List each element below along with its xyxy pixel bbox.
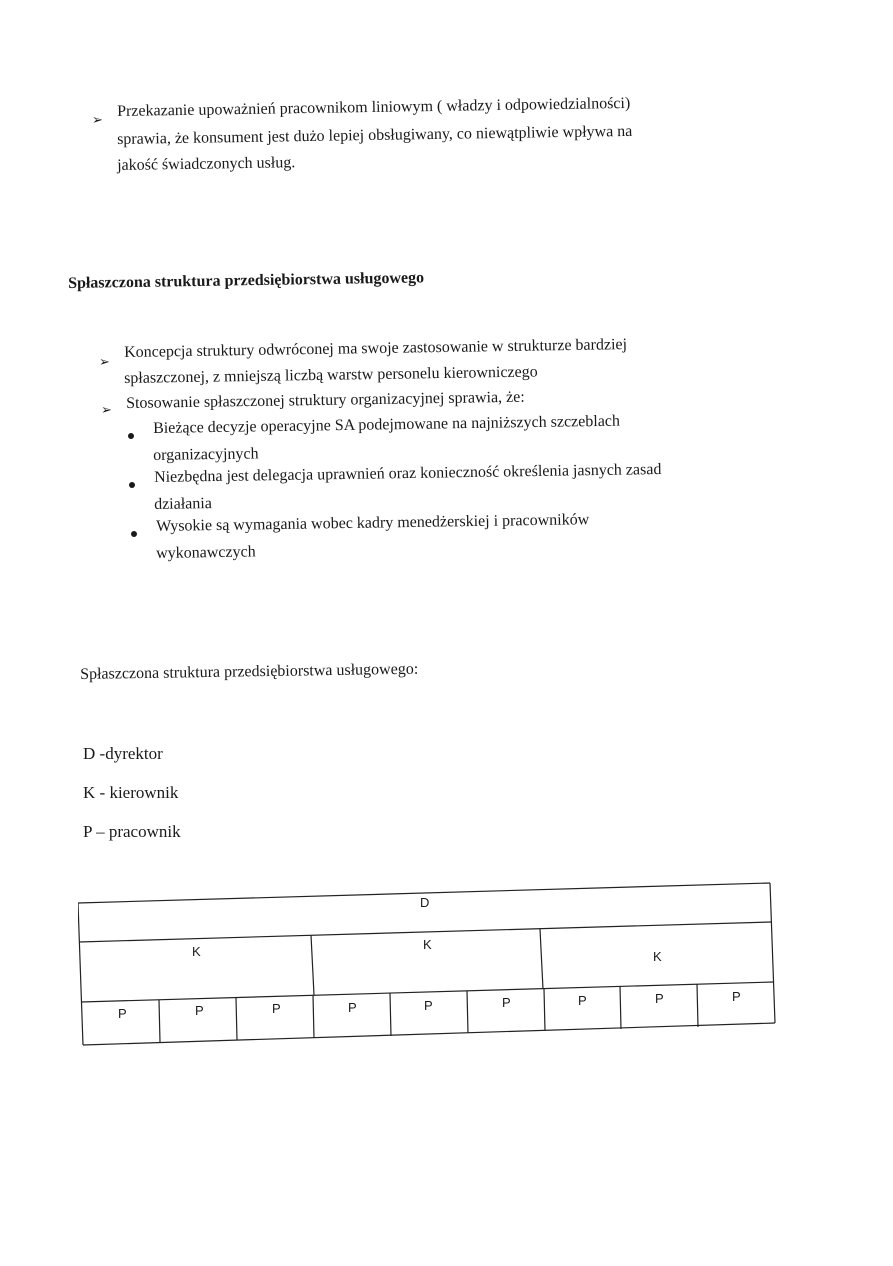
bullet-dot-icon xyxy=(129,482,135,488)
worker-label: P xyxy=(424,998,433,1013)
paragraph-line: sprawia, że konsument jest dużo lepiej obsługiwany, co niewątpliwie wpływa na xyxy=(116,122,633,148)
worker-label: P xyxy=(502,995,511,1010)
legend-manager: K - kierownik xyxy=(83,783,179,802)
section-heading: Spłaszczona struktura przedsiębiorstwa usługowego xyxy=(67,269,425,292)
paragraph-line: jakość świadczonych usług. xyxy=(116,154,296,174)
paragraph-line: organizacyjnych xyxy=(152,445,259,464)
paragraph-line: Przekazanie upoważnień pracownikom liniowym ( władzy i odpowiedzialności) xyxy=(116,94,631,120)
worker-label: P xyxy=(195,1003,204,1018)
paragraph-line: spłaszczonej, z mniejszą liczbą warstw personelu kierowniczego xyxy=(123,363,538,387)
paragraph-line: Wysokie są wymagania wobec kadry menedżerskiej i pracowników xyxy=(155,511,590,535)
paragraph-line: Bieżące decyzje operacyjne SA podejmowane na najniższych szczeblach xyxy=(152,412,621,437)
paragraph-line: Koncepcja struktury odwróconej ma swoje zastosowanie w strukturze bardziej xyxy=(123,336,628,361)
bullet-dot-icon xyxy=(131,531,137,537)
worker-label: P xyxy=(655,991,664,1006)
manager-label: K xyxy=(192,944,201,959)
bullet-dot-icon xyxy=(128,433,134,439)
arrow-bullet-icon: ➢ xyxy=(101,402,112,417)
worker-label: P xyxy=(118,1006,127,1021)
paragraph-line: działania xyxy=(153,495,212,513)
paragraph-line: wykonawczych xyxy=(155,543,256,562)
legend-worker: P – pracownik xyxy=(83,822,181,841)
director-label: D xyxy=(420,895,430,910)
org-structure-diagram xyxy=(78,880,778,1050)
manager-label: K xyxy=(653,949,662,964)
paragraph-line: Stosowanie spłaszczonej struktury organizacyjnej sprawia, że: xyxy=(125,388,525,412)
diagram-caption: Spłaszczona struktura przedsiębiorstwa usługowego: xyxy=(79,660,419,683)
arrow-bullet-icon: ➢ xyxy=(92,112,103,127)
worker-label: P xyxy=(732,989,741,1004)
legend-director: D -dyrektor xyxy=(83,744,163,763)
arrow-bullet-icon: ➢ xyxy=(99,354,110,369)
paragraph-line: Niezbędna jest delegacja uprawnień oraz konieczność określenia jasnych zasad xyxy=(153,461,662,486)
manager-label: K xyxy=(423,937,432,952)
worker-label: P xyxy=(272,1001,281,1016)
worker-label: P xyxy=(348,1000,357,1015)
worker-label: P xyxy=(578,993,587,1008)
